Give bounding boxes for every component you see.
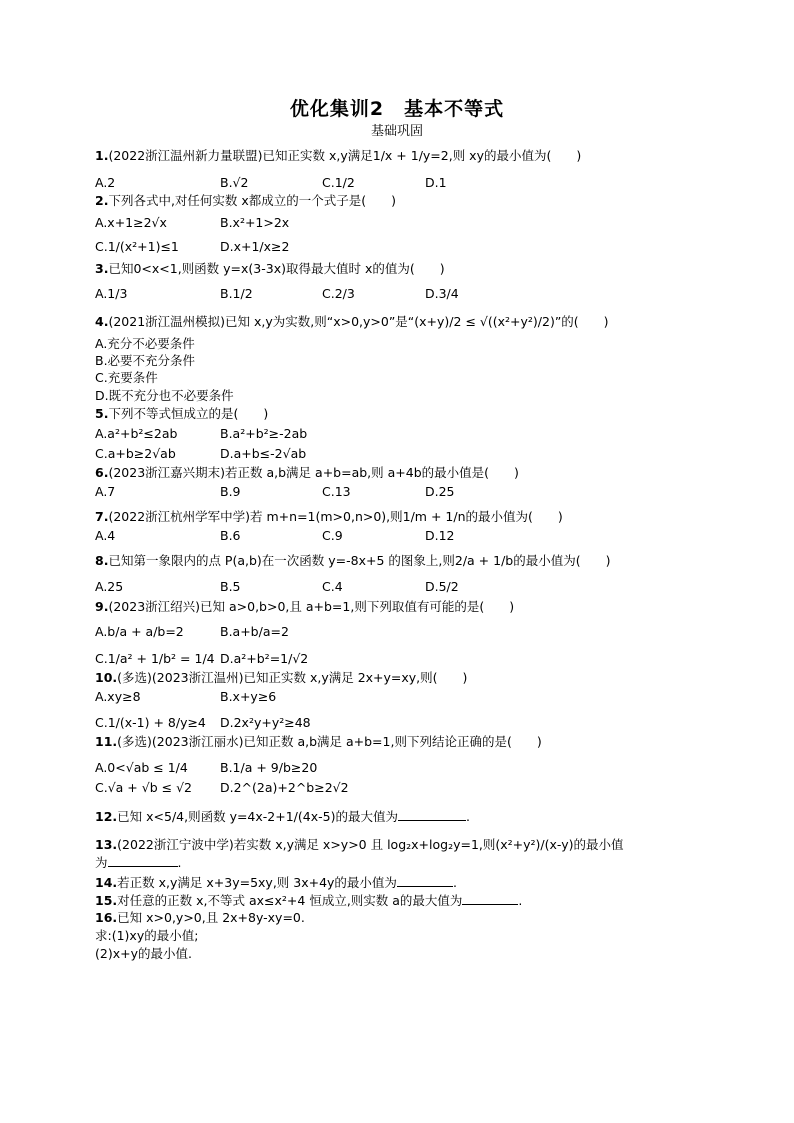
question-5: 5.下列不等式恒成立的是( ) <box>95 406 269 421</box>
option-b: B.x²+1>2x <box>220 215 290 230</box>
question-15: 15.对任意的正数 x,不等式 ax≤x²+4 恒成立,则实数 a的最大值为 . <box>95 893 523 908</box>
answer-blank[interactable] <box>108 854 178 867</box>
question-14: 14.若正数 x,y满足 x+3y=5xy,则 3x+4y的最小值为 . <box>95 875 457 890</box>
option-a: A.x+1≥2√x <box>95 215 167 230</box>
option-d: D.1 <box>425 175 447 190</box>
question-13: 13.(2022浙江宁波中学)若实数 x,y满足 x>y>0 且 log₂x+log₂y=1,则(x²+y²)/(x-y)的最小值 <box>95 837 624 852</box>
option-d: D.a+b≤-2√ab <box>220 446 307 461</box>
question-1: 1.(2022浙江温州新力量联盟)已知正实数 x,y满足1/x + 1/y=2,则 xy的最小值为( ) <box>95 148 582 163</box>
option-c: C.4 <box>322 579 343 594</box>
option-d: D.a²+b²=1/√2 <box>220 651 309 666</box>
option-b: B.x+y≥6 <box>220 689 277 704</box>
option-d: D.既不充分也不必要条件 <box>95 388 234 403</box>
option-b: B.必要不充分条件 <box>95 353 196 368</box>
option-b: B.1/a + 9/b≥20 <box>220 760 318 775</box>
option-a: A.xy≥8 <box>95 689 141 704</box>
option-c: C.1/(x²+1)≤1 <box>95 239 179 254</box>
option-c: C.9 <box>322 528 343 543</box>
option-c: C.充要条件 <box>95 370 158 385</box>
page-subtitle: 基础巩固 <box>370 124 423 139</box>
option-c: C.2/3 <box>322 286 355 301</box>
option-d: D.x+1/x≥2 <box>220 239 290 254</box>
option-a: A.7 <box>95 484 116 499</box>
question-9: 9.(2023浙江绍兴)已知 a>0,b>0,且 a+b=1,则下列取值有可能的是( ) <box>95 599 515 614</box>
option-b: B.a²+b²≥-2ab <box>220 426 308 441</box>
option-a: A.2 <box>95 175 116 190</box>
option-c: C.1/a² + 1/b² = 1/4 <box>95 651 215 666</box>
question-16: 16.已知 x>0,y>0,且 2x+8y-xy=0. <box>95 910 305 925</box>
option-c: C.a+b≥2√ab <box>95 446 176 461</box>
option-d: D.12 <box>425 528 455 543</box>
option-c: C.√a + √b ≤ √2 <box>95 780 192 795</box>
option-a: A.b/a + a/b=2 <box>95 624 184 639</box>
option-b: B.a+b/a=2 <box>220 624 289 639</box>
option-b: B.9 <box>220 484 241 499</box>
question-2: 2.下列各式中,对任何实数 x都成立的一个式子是( ) <box>95 193 397 208</box>
option-b: B.5 <box>220 579 241 594</box>
option-a: A.4 <box>95 528 116 543</box>
question-3: 3.已知0<x<1,则函数 y=x(3-3x)取得最大值时 x的值为( ) <box>95 261 445 276</box>
option-a: A.a²+b²≤2ab <box>95 426 178 441</box>
answer-blank[interactable] <box>398 808 466 821</box>
page-title: 优化集训2 基本不等式 <box>289 98 505 120</box>
answer-blank[interactable] <box>397 874 453 887</box>
question-10: 10.(多选)(2023浙江温州)已知正实数 x,y满足 2x+y=xy,则( ) <box>95 670 468 685</box>
option-b: B.√2 <box>220 175 249 190</box>
option-b: B.1/2 <box>220 286 253 301</box>
question-7: 7.(2022浙江杭州学军中学)若 m+n=1(m>0,n>0),则1/m + 1/n的最小值为( ) <box>95 509 563 524</box>
option-d: D.2^(2a)+2^b≥2√2 <box>220 780 349 795</box>
option-c: C.13 <box>322 484 351 499</box>
question-8: 8.已知第一象限内的点 P(a,b)在一次函数 y=-8x+5 的图象上,则2/a + 1/b的最小值为( ) <box>95 553 611 568</box>
option-d: D.5/2 <box>425 579 459 594</box>
question-11: 11.(多选)(2023浙江丽水)已知正数 a,b满足 a+b=1,则下列结论正确的是( ) <box>95 734 542 749</box>
question-4: 4.(2021浙江温州模拟)已知 x,y为实数,则“x>0,y>0”是“(x+y)/2 ≤ √((x²+y²)/2)”的( ) <box>95 314 609 329</box>
option-d: D.3/4 <box>425 286 459 301</box>
answer-blank[interactable] <box>462 892 518 905</box>
question-16-part-2: (2)x+y的最小值. <box>95 946 192 961</box>
option-a: A.0<√ab ≤ 1/4 <box>95 760 188 775</box>
option-a: A.充分不必要条件 <box>95 336 195 351</box>
option-b: B.6 <box>220 528 241 543</box>
option-a: A.1/3 <box>95 286 128 301</box>
option-d: D.2x²y+y²≥48 <box>220 715 311 730</box>
question-6: 6.(2023浙江嘉兴期末)若正数 a,b满足 a+b=ab,则 a+4b的最小值是( ) <box>95 465 519 480</box>
question-12: 12.已知 x<5/4,则函数 y=4x-2+1/(4x-5)的最大值为 . <box>95 809 470 824</box>
option-a: A.25 <box>95 579 124 594</box>
question-16-part-1: 求:(1)xy的最小值; <box>95 928 199 943</box>
option-d: D.25 <box>425 484 455 499</box>
option-c: C.1/2 <box>322 175 355 190</box>
option-c: C.1/(x-1) + 8/y≥4 <box>95 715 206 730</box>
question-13-continued: 为 . <box>95 855 182 870</box>
